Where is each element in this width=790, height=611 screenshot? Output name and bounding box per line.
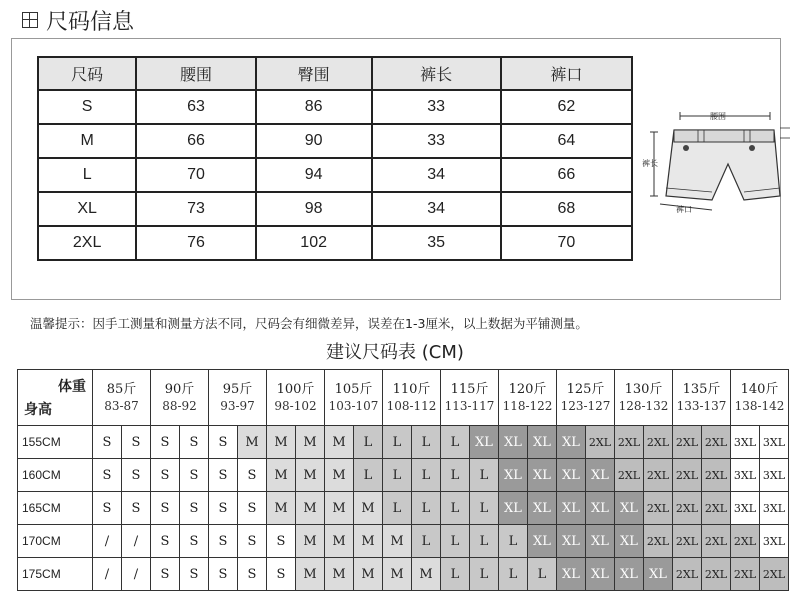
size-cell: L <box>499 525 528 558</box>
size-cell: S <box>267 525 296 558</box>
size-cell: S <box>209 492 238 525</box>
weight-range: 123-127 <box>560 398 611 413</box>
weight-range: 88-92 <box>162 398 197 413</box>
size-cell: 2XL <box>673 459 702 492</box>
size-table <box>37 56 633 261</box>
table-cell: M <box>38 124 136 158</box>
size-cell: L <box>383 492 412 525</box>
size-cell: XL <box>499 426 528 459</box>
weight-jin: 85斤 <box>106 381 137 397</box>
size-cell: 2XL <box>644 492 673 525</box>
column-header: 裤口 <box>501 57 632 90</box>
size-cell: 2XL <box>731 525 760 558</box>
size-cell: S <box>151 492 180 525</box>
size-cell: XL <box>528 492 557 525</box>
size-cell: S <box>151 459 180 492</box>
height-label: 155CM <box>18 426 93 459</box>
weight-jin: 125斤 <box>566 381 605 397</box>
size-cell: S <box>267 558 296 591</box>
weight-range: 83-87 <box>104 398 139 413</box>
weight-column-header <box>673 370 731 426</box>
size-cell: 2XL <box>673 525 702 558</box>
size-cell: S <box>180 558 209 591</box>
size-cell: 2XL <box>702 426 731 459</box>
column-header: 裤长 <box>372 57 501 90</box>
size-cell: S <box>180 459 209 492</box>
size-cell: 2XL <box>586 426 615 459</box>
size-cell: XL <box>499 492 528 525</box>
table-cell: 70 <box>136 158 255 192</box>
table-cell: 94 <box>256 158 372 192</box>
size-cell: 2XL <box>673 426 702 459</box>
weight-column-header <box>383 370 441 426</box>
size-cell: M <box>296 492 325 525</box>
size-cell: XL <box>644 558 673 591</box>
table-row <box>38 226 632 260</box>
size-cell: 3XL <box>760 459 789 492</box>
table-row <box>18 492 789 525</box>
column-header: 臀围 <box>256 57 372 90</box>
weight-range: 108-112 <box>386 398 437 413</box>
size-cell: L <box>441 459 470 492</box>
size-cell: L <box>441 426 470 459</box>
size-cell: M <box>296 459 325 492</box>
size-cell: 3XL <box>731 426 760 459</box>
size-cell: L <box>470 525 499 558</box>
table-cell: 68 <box>501 192 632 226</box>
size-cell: M <box>296 525 325 558</box>
size-cell: M <box>296 558 325 591</box>
size-cell: 2XL <box>702 525 731 558</box>
size-cell: M <box>325 525 354 558</box>
table-cell: 34 <box>372 192 501 226</box>
weight-column-header <box>267 370 325 426</box>
table-cell: 76 <box>136 226 255 260</box>
size-cell: S <box>122 459 151 492</box>
table-row <box>38 192 632 226</box>
section-header <box>22 6 134 34</box>
weight-column-header <box>209 370 267 426</box>
size-cell: S <box>151 525 180 558</box>
size-cell: XL <box>557 426 586 459</box>
size-cell: XL <box>528 459 557 492</box>
size-cell: S <box>180 525 209 558</box>
table-row <box>18 426 789 459</box>
table-cell: 66 <box>136 124 255 158</box>
size-cell: 2XL <box>615 426 644 459</box>
size-cell: 3XL <box>731 459 760 492</box>
weight-jin: 95斤 <box>222 381 253 397</box>
table-row <box>18 525 789 558</box>
table-cell: L <box>38 158 136 192</box>
size-cell: S <box>238 525 267 558</box>
column-header: 尺码 <box>38 57 136 90</box>
table-cell: 34 <box>372 158 501 192</box>
height-label: 165CM <box>18 492 93 525</box>
size-cell: M <box>354 492 383 525</box>
weight-column-header <box>499 370 557 426</box>
size-cell: M <box>325 492 354 525</box>
size-cell: L <box>528 558 557 591</box>
size-cell: S <box>209 558 238 591</box>
size-cell: 2XL <box>673 558 702 591</box>
size-cell: M <box>296 426 325 459</box>
weight-range: 113-117 <box>444 398 495 413</box>
weight-jin: 115斤 <box>450 381 489 397</box>
size-cell: 2XL <box>760 558 789 591</box>
size-cell: L <box>441 525 470 558</box>
weight-column-header <box>325 370 383 426</box>
weight-range: 103-107 <box>328 398 379 413</box>
size-cell: XL <box>499 459 528 492</box>
table-cell: 86 <box>256 90 372 124</box>
size-cell: M <box>383 558 412 591</box>
size-cell: XL <box>557 525 586 558</box>
table-row <box>18 558 789 591</box>
table-cell: 33 <box>372 124 501 158</box>
table-cell: 35 <box>372 226 501 260</box>
corner-height-label: 身高 <box>24 402 52 418</box>
size-cell: M <box>354 558 383 591</box>
weight-range: 118-122 <box>502 398 553 413</box>
size-cell: XL <box>470 426 499 459</box>
weight-range: 93-97 <box>220 398 255 413</box>
size-cell: XL <box>586 558 615 591</box>
size-cell: S <box>93 492 122 525</box>
size-cell: L <box>383 459 412 492</box>
size-cell: M <box>238 426 267 459</box>
size-cell: XL <box>586 492 615 525</box>
table-cell: 73 <box>136 192 255 226</box>
weight-jin: 130斤 <box>624 381 663 397</box>
weight-jin: 135斤 <box>682 381 721 397</box>
table-cell: 66 <box>501 158 632 192</box>
size-cell: S <box>180 492 209 525</box>
size-cell: S <box>209 525 238 558</box>
size-cell: M <box>325 459 354 492</box>
size-cell: XL <box>557 492 586 525</box>
size-cell: XL <box>557 459 586 492</box>
weight-range: 138-142 <box>734 398 785 413</box>
size-cell: 3XL <box>731 492 760 525</box>
size-cell: / <box>93 525 122 558</box>
height-label: 160CM <box>18 459 93 492</box>
size-cell: XL <box>615 492 644 525</box>
size-cell: L <box>412 426 441 459</box>
weight-jin: 110斤 <box>392 381 431 397</box>
size-cell: XL <box>615 525 644 558</box>
table-cell: 33 <box>372 90 501 124</box>
size-cell: L <box>441 558 470 591</box>
corner-cell <box>18 370 93 426</box>
recommend-title: 建议尺码表 (CM) <box>326 342 464 363</box>
weight-jin: 120斤 <box>508 381 547 397</box>
table-row <box>38 158 632 192</box>
table-cell: 102 <box>256 226 372 260</box>
weight-header-row <box>18 370 789 426</box>
size-cell: M <box>267 492 296 525</box>
weight-column-header <box>441 370 499 426</box>
table-cell: 63 <box>136 90 255 124</box>
size-cell: S <box>180 426 209 459</box>
size-cell: L <box>354 459 383 492</box>
size-cell: 2XL <box>702 558 731 591</box>
size-cell: 2XL <box>615 459 644 492</box>
size-cell: 3XL <box>760 492 789 525</box>
size-cell: S <box>151 558 180 591</box>
weight-jin: 100斤 <box>276 381 315 397</box>
column-header: 腰围 <box>136 57 255 90</box>
size-cell: S <box>209 459 238 492</box>
weight-column-header <box>615 370 673 426</box>
table-cell: 98 <box>256 192 372 226</box>
size-cell: M <box>383 525 412 558</box>
size-cell: M <box>325 426 354 459</box>
table-cell: 64 <box>501 124 632 158</box>
size-cell: XL <box>557 558 586 591</box>
table-row <box>38 90 632 124</box>
size-cell: S <box>209 426 238 459</box>
size-cell: L <box>470 492 499 525</box>
size-cell: XL <box>528 525 557 558</box>
table-cell: 2XL <box>38 226 136 260</box>
size-cell: M <box>267 459 296 492</box>
weight-column-header <box>557 370 615 426</box>
size-cell: S <box>93 426 122 459</box>
size-cell: M <box>412 558 441 591</box>
size-cell: / <box>93 558 122 591</box>
table-row <box>18 459 789 492</box>
weight-range: 98-102 <box>274 398 317 413</box>
section-title: 尺码信息 <box>46 9 135 35</box>
size-cell: 3XL <box>760 525 789 558</box>
size-cell: S <box>238 558 267 591</box>
size-cell: L <box>499 558 528 591</box>
table-row <box>38 124 632 158</box>
size-cell: / <box>122 558 151 591</box>
size-cell: L <box>441 492 470 525</box>
size-cell: S <box>122 426 151 459</box>
size-cell: XL <box>528 426 557 459</box>
size-cell: S <box>122 492 151 525</box>
size-cell: S <box>93 459 122 492</box>
grid-icon <box>22 12 38 28</box>
weight-range: 133-137 <box>676 398 727 413</box>
size-cell: 2XL <box>644 459 673 492</box>
size-cell: 2XL <box>702 492 731 525</box>
corner-weight-label: 体重 <box>58 379 86 395</box>
size-cell: 3XL <box>760 426 789 459</box>
weight-column-header <box>731 370 789 426</box>
weight-range: 128-132 <box>618 398 669 413</box>
size-cell: 2XL <box>702 459 731 492</box>
measurement-note: 温馨提示：因手工测量和测量方法不同，尺码会有细微差异，误差在1-3厘米，以上数据为平铺测量。 <box>30 316 588 331</box>
length-label: 裤长 <box>642 159 658 168</box>
weight-jin: 105斤 <box>334 381 373 397</box>
size-cell: M <box>267 426 296 459</box>
weight-column-header <box>93 370 151 426</box>
weight-jin: 140斤 <box>740 381 779 397</box>
size-cell: S <box>238 492 267 525</box>
size-cell: L <box>412 525 441 558</box>
weight-column-header <box>151 370 209 426</box>
table-cell: XL <box>38 192 136 226</box>
size-cell: S <box>151 426 180 459</box>
size-cell: / <box>122 525 151 558</box>
table-cell: 90 <box>256 124 372 158</box>
size-cell: 2XL <box>673 492 702 525</box>
size-cell: L <box>354 426 383 459</box>
size-cell: 2XL <box>644 426 673 459</box>
size-cell: 2XL <box>644 525 673 558</box>
size-table-header <box>38 57 632 90</box>
size-cell: 2XL <box>731 558 760 591</box>
size-cell: L <box>470 459 499 492</box>
size-cell: XL <box>615 558 644 591</box>
weight-jin: 90斤 <box>164 381 195 397</box>
size-cell: S <box>238 459 267 492</box>
shorts-diagram <box>640 100 790 225</box>
size-cell: M <box>325 558 354 591</box>
height-label: 170CM <box>18 525 93 558</box>
size-cell: L <box>412 492 441 525</box>
size-cell: L <box>412 459 441 492</box>
size-cell: M <box>354 525 383 558</box>
table-cell: 62 <box>501 90 632 124</box>
size-cell: XL <box>586 459 615 492</box>
size-cell: XL <box>586 525 615 558</box>
recommend-table <box>17 369 789 591</box>
height-label: 175CM <box>18 558 93 591</box>
table-cell: 70 <box>501 226 632 260</box>
size-cell: L <box>383 426 412 459</box>
hem-label: 裤口 <box>676 205 692 214</box>
size-cell: L <box>470 558 499 591</box>
waist-label: 腰围 <box>710 112 726 121</box>
table-cell: S <box>38 90 136 124</box>
